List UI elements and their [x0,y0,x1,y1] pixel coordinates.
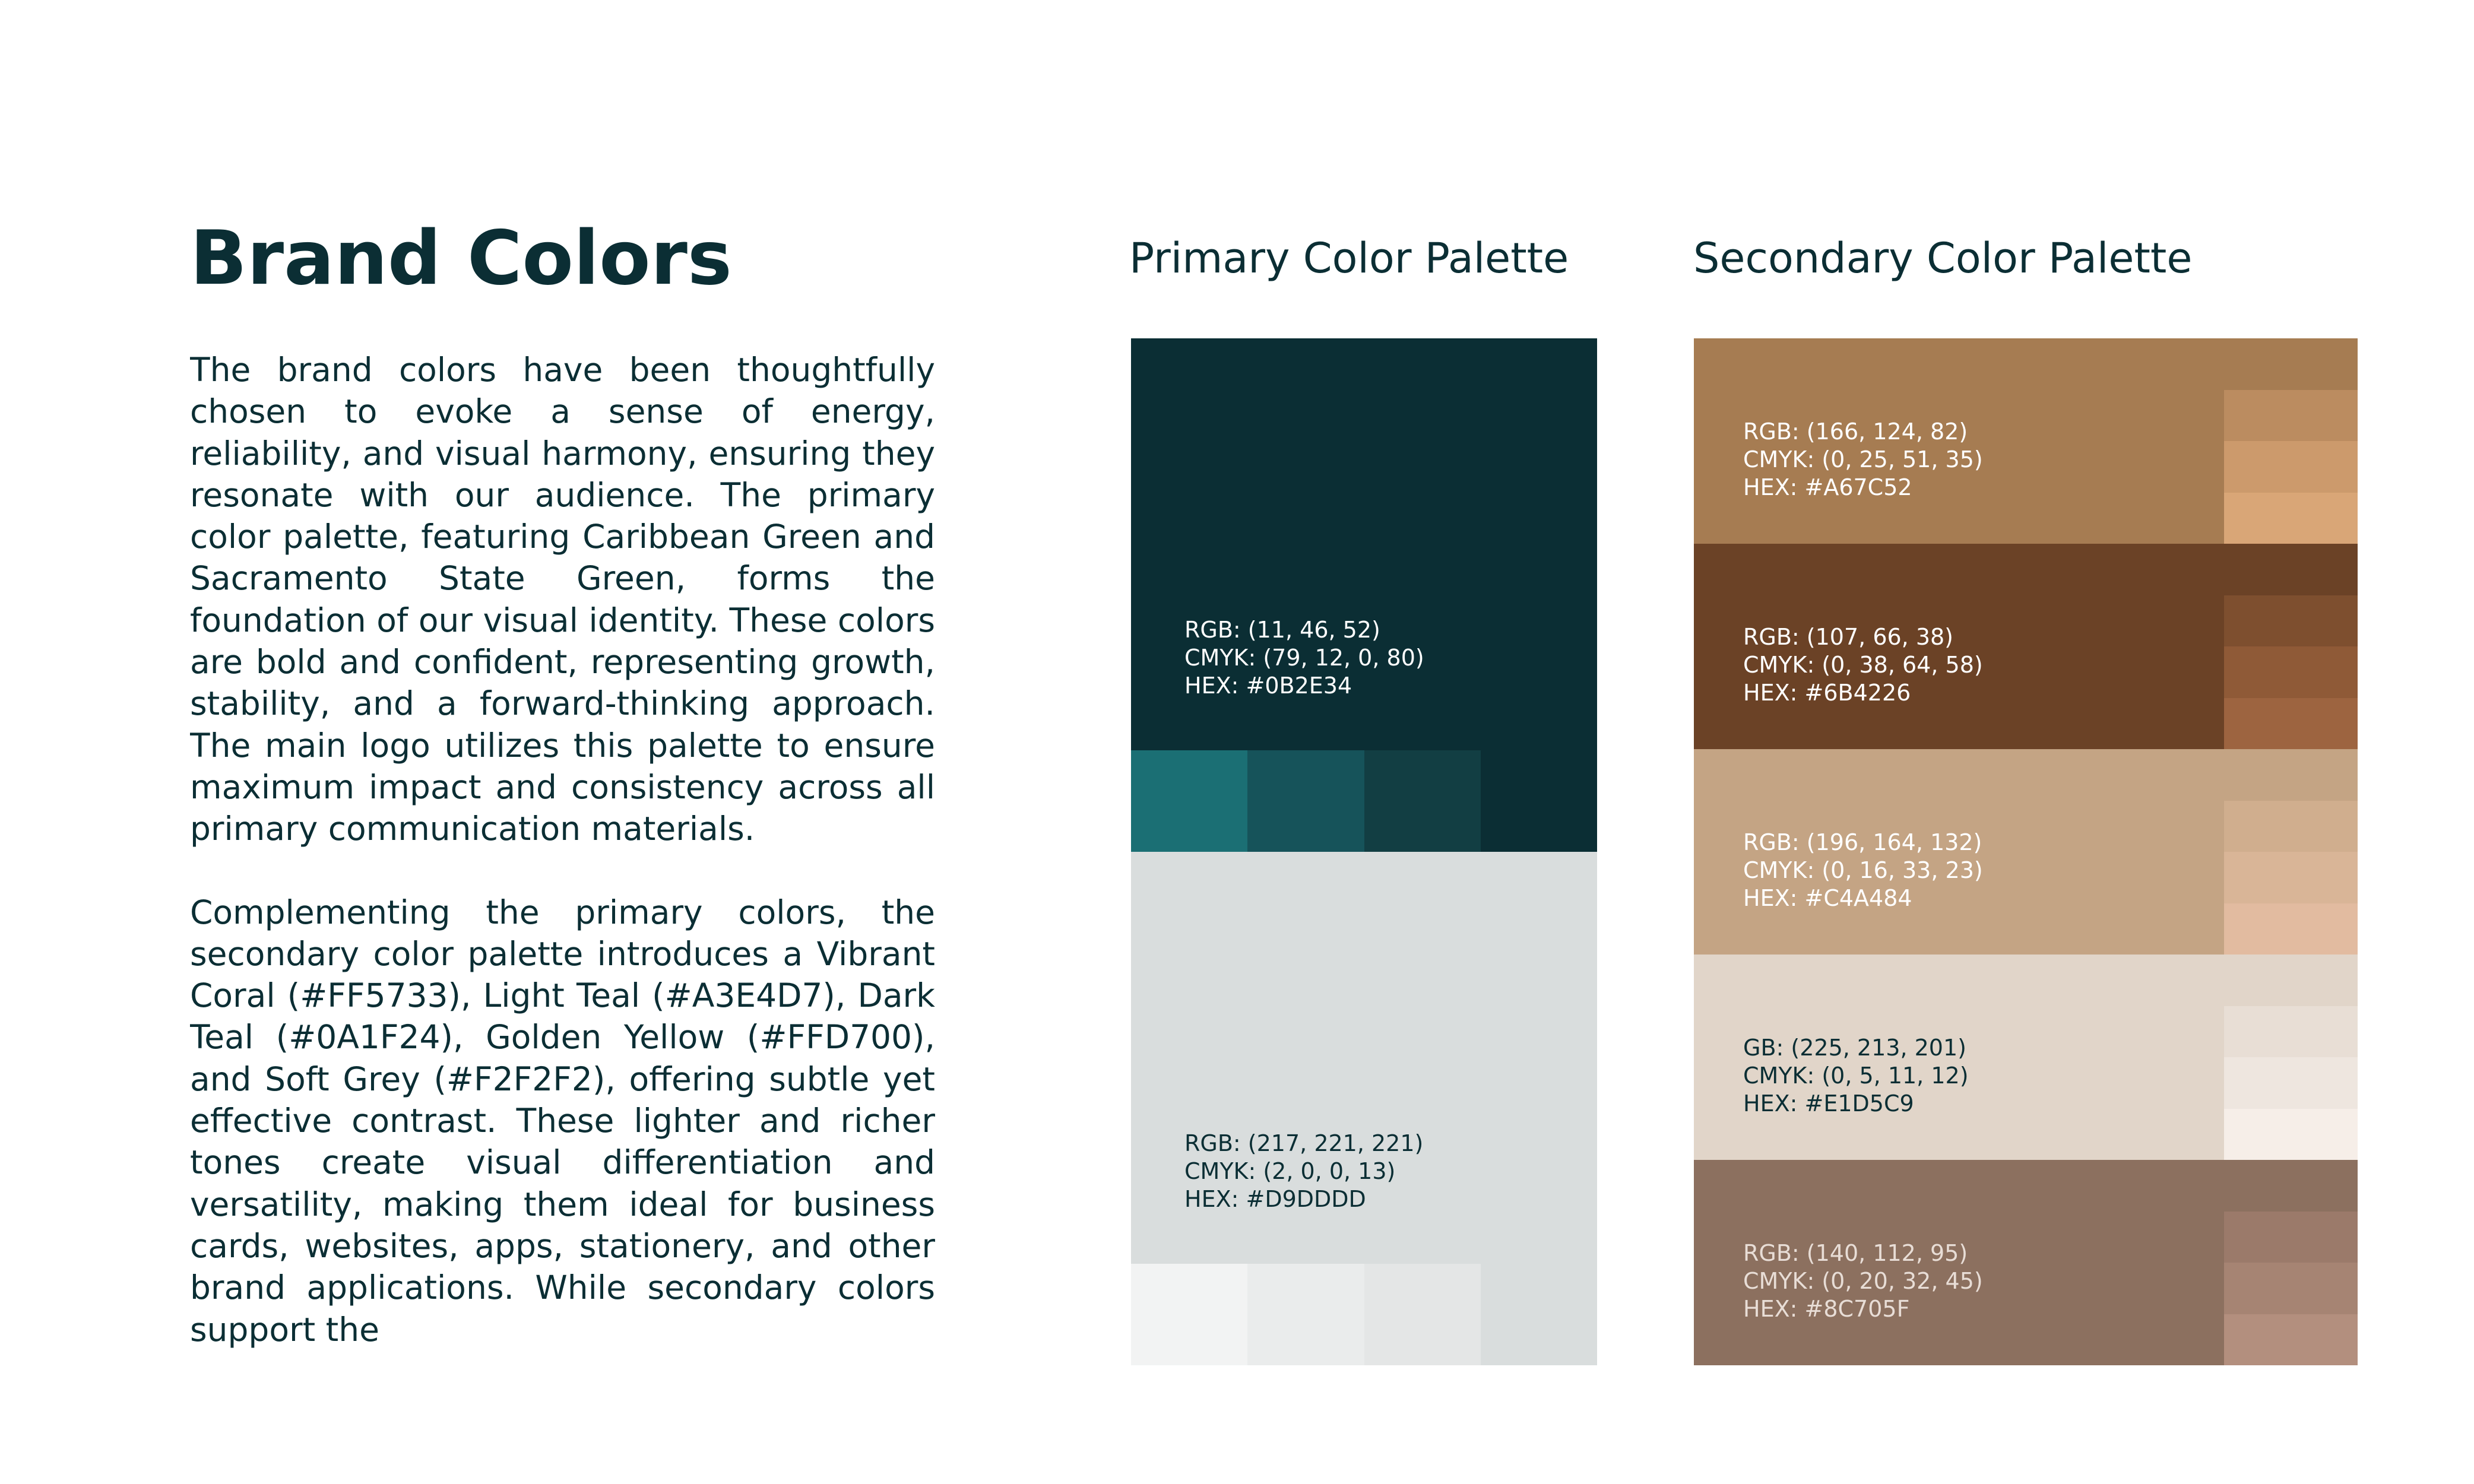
tint-swatch [2224,1314,2358,1366]
tint-swatch [2224,493,2358,544]
tint-swatch [2224,903,2358,955]
tint-swatch [2224,338,2358,390]
cmyk-value: CMYK: (79, 12, 0, 80) [1184,645,1424,671]
cmyk-value: CMYK: (0, 38, 64, 58) [1743,652,1983,678]
secondary-swatch-4 [1694,955,2358,1160]
cmyk-value: CMYK: (0, 20, 32, 45) [1743,1268,1983,1294]
tint-swatch [1364,1264,1481,1365]
page-title: Brand Colors [190,214,732,302]
swatch-label [1184,616,1424,700]
secondary-paragraph: Complementing the primary colors, the secondary color palette introduces a Vibrant Coral (#FF5733), Light Teal (#A3E4D7), Dark Teal (#0A1F24), Golden Yellow (#FFD700), and Soft Grey (#F2F2F2), offering subtle yet effective contrast. These lighter and richer tones create visual differentiation and versatility, making them ideal for business cards, websites, apps, stationery, and other brand applications. While secondary colors support the [190,893,935,1349]
intro-paragraph: The brand colors have been thoughtfully chosen to evoke a sense of energy, reliability, and visual harmony, ensuring they resonate with our audience. The primary color palette, featuring Caribbean Green and Sacramento State Green, forms the foundation of our visual identity. These colors are bold and confident, representing growth, stability, and a forward-thinking approach. The main logo utilizes this palette to ensure maximum impact and consistency across all primary communication materials. [190,351,935,848]
tint-swatch [2224,1160,2358,1212]
tint-swatch [1481,1264,1597,1365]
rgb-value: GB: (225, 213, 201) [1743,1035,1966,1061]
swatch-main [1131,338,1597,750]
cmyk-value: CMYK: (0, 5, 11, 12) [1743,1063,1969,1089]
cmyk-value: CMYK: (0, 25, 51, 35) [1743,446,1983,473]
rgb-value: RGB: (140, 112, 95) [1743,1240,1968,1266]
hex-value: HEX: #C4A484 [1743,885,1912,911]
tint-swatch [2224,595,2358,647]
rgb-value: RGB: (107, 66, 38) [1743,624,1954,650]
secondary-palette-title: Secondary Color Palette [1693,234,2193,283]
hex-value: HEX: #8C705F [1743,1296,1910,1322]
tint-swatch [1481,750,1597,852]
rgb-value: RGB: (166, 124, 82) [1743,418,1968,445]
body-text [190,349,935,1406]
hex-value: HEX: #A67C52 [1743,474,1912,500]
tint-swatch [1247,750,1364,852]
swatch-label [1743,1239,1983,1323]
tint-strip [2224,338,2358,544]
hex-value: HEX: #6B4226 [1743,680,1911,706]
tint-swatch [1247,1264,1364,1365]
tint-swatch [2224,1057,2358,1109]
primary-palette-title: Primary Color Palette [1129,234,1569,283]
tint-swatch [2224,1263,2358,1314]
tint-swatch [2224,1109,2358,1160]
cmyk-value: CMYK: (2, 0, 0, 13) [1184,1158,1396,1184]
tint-swatch [2224,646,2358,698]
cmyk-value: CMYK: (0, 16, 33, 23) [1743,857,1983,883]
secondary-palette [1694,338,2358,1365]
tint-swatch [2224,544,2358,595]
hex-value: HEX: #E1D5C9 [1743,1090,1914,1117]
tint-swatch [2224,955,2358,1006]
hex-value: HEX: #0B2E34 [1184,673,1352,699]
tint-swatch [2224,1212,2358,1263]
swatch-label [1743,623,1983,707]
tint-swatch [1131,1264,1247,1365]
tint-swatch [2224,698,2358,750]
tint-swatch [2224,801,2358,852]
swatch-label [1184,1130,1423,1213]
primary-palette [1131,338,1597,1365]
tint-swatch [1131,750,1247,852]
swatch-label [1743,418,1983,502]
tint-swatch [2224,852,2358,903]
secondary-swatch-2 [1694,544,2358,749]
secondary-swatch-3 [1694,749,2358,955]
swatch-label [1743,1034,1969,1118]
secondary-swatch-1 [1694,338,2358,544]
hex-value: HEX: #D9DDDD [1184,1186,1366,1212]
tint-swatch [2224,390,2358,442]
rgb-value: RGB: (217, 221, 221) [1184,1130,1424,1156]
tint-swatch [2224,749,2358,801]
tint-strip [2224,1160,2358,1365]
secondary-swatch-5 [1694,1160,2358,1365]
tint-swatch [2224,441,2358,493]
tint-strip [1131,1264,1597,1365]
tint-strip [2224,544,2358,749]
rgb-value: RGB: (196, 164, 132) [1743,829,1982,855]
tint-strip [2224,955,2358,1160]
tint-strip [2224,749,2358,955]
swatch-label [1743,829,1983,912]
tint-swatch [2224,1006,2358,1058]
tint-strip [1131,750,1597,852]
rgb-value: RGB: (11, 46, 52) [1184,617,1380,643]
swatch-main [1131,852,1597,1264]
tint-swatch [1364,750,1481,852]
